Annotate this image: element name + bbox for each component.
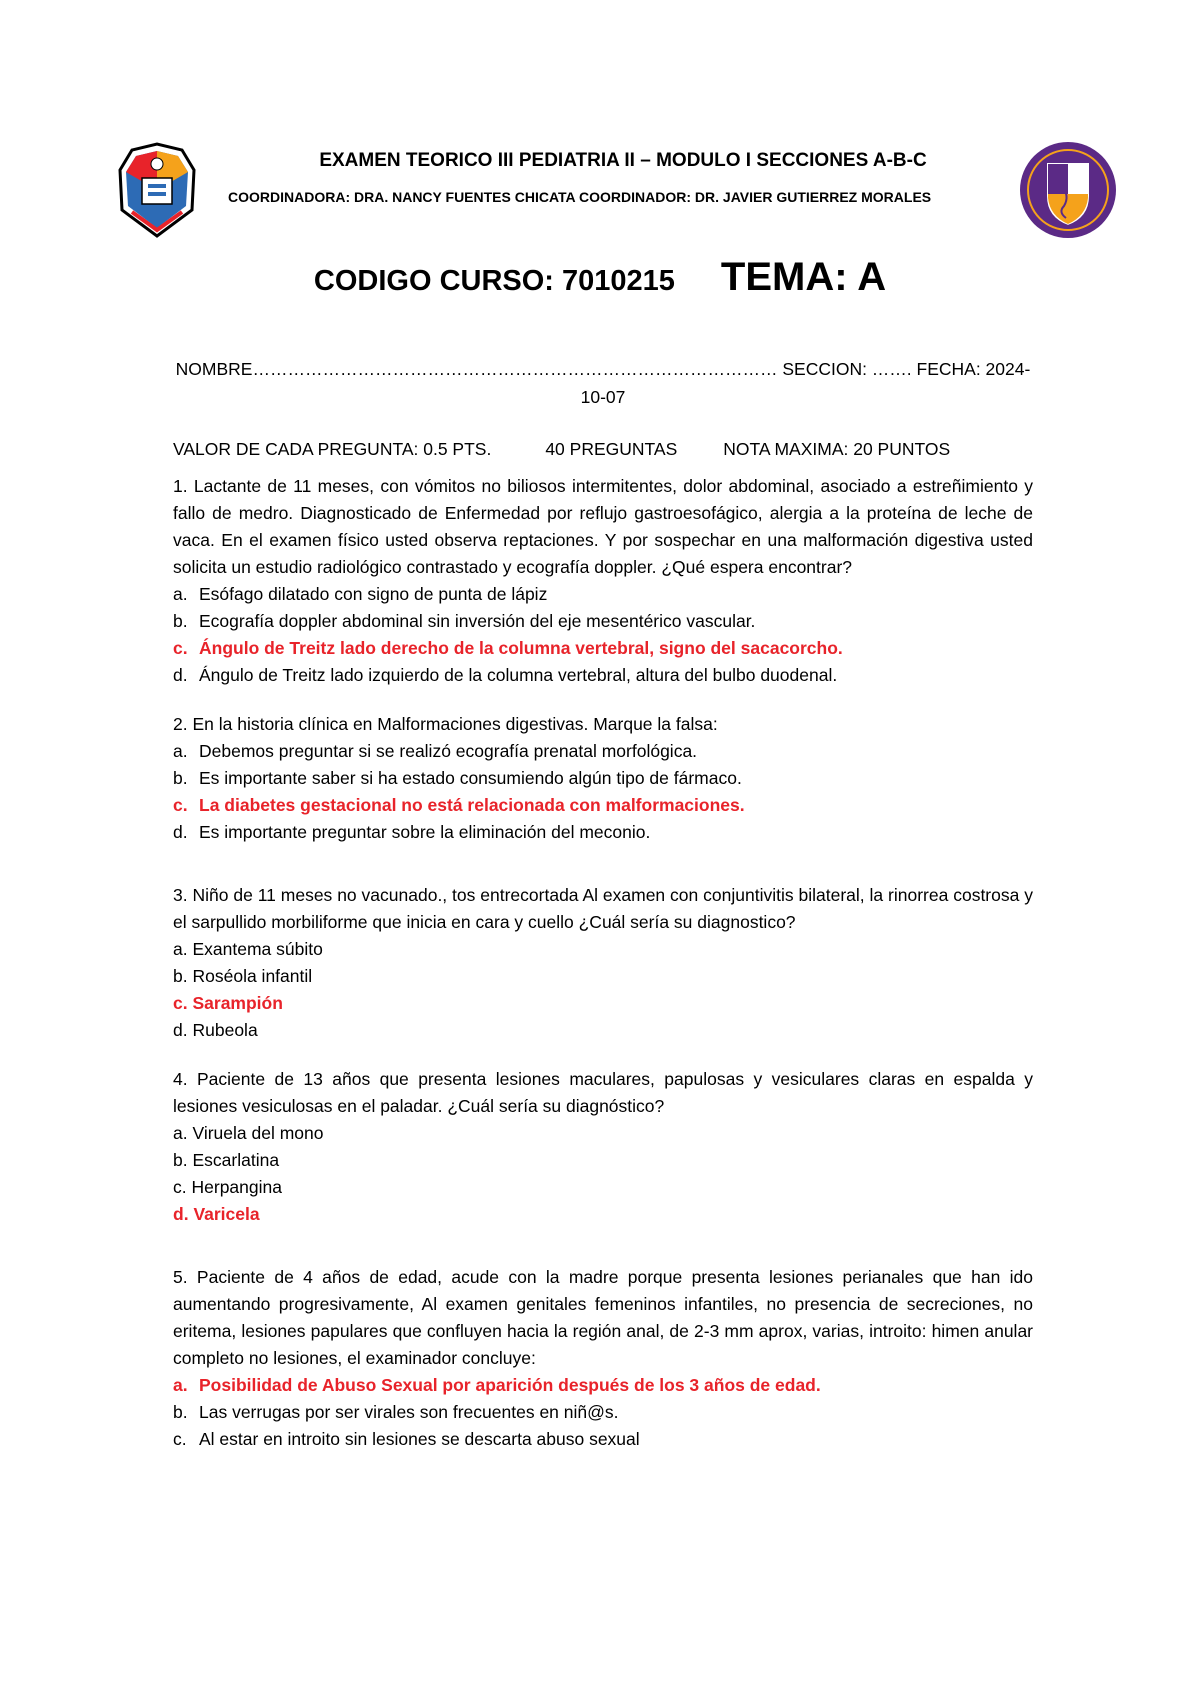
question-stem: 1. Lactante de 11 meses, con vómitos no biliosos intermitentes, dolor abdominal, asociado a estreñimiento y fallo de medro. Diagnosticado de Enfermedad por reflujo gastroesofágico, alergia a la proteína de leche de vaca. En el examen físico usted observa reptaciones. Y por sospechar en una malformación digestiva usted solicita un estudio radiológico contrastado y ecografía doppler. ¿Qué espera encontrar?	[173, 476, 1033, 577]
student-info-line: NOMBRE……………………………………………………………………………… SECCION: ……. FECHA: 2024-10-07	[175, 359, 1031, 407]
question-stem: 5. Paciente de 4 años de edad, acude con la madre porque presenta lesiones perianales que han ido aumentando progresivamente, Al examen genitales femeninos infantiles, no presencia de secreciones, no eritema, lesiones papulares que confluyen hacia la región anal, de 2-3 mm aprox, varias, introito: himen anular completo no lesiones, el examinador concluye:	[173, 1267, 1033, 1368]
question-5	[173, 1264, 1033, 1453]
answer-option: b. Ecografía doppler abdominal sin inversión del eje mesentérico vascular.	[173, 611, 756, 631]
question-2	[173, 711, 1033, 846]
answer-option: b. Las verrugas por ser virales son frecuentes en niñ@s.	[173, 1402, 619, 1422]
answer-option: b. Es importante saber si ha estado consumiendo algún tipo de fármaco.	[173, 768, 742, 788]
max-grade: NOTA MAXIMA: 20 PUNTOS	[723, 439, 951, 459]
course-code: CODIGO CURSO: 7010215	[313, 265, 675, 297]
question-count: 40 PREGUNTAS	[545, 439, 678, 459]
question-4	[173, 1066, 1033, 1228]
exam-title: EXAMEN TEORICO III PEDIATRIA II – MODULO I SECCIONES A-B-C	[319, 150, 927, 171]
exam-header	[228, 146, 1018, 206]
faculty-shield-logo	[1018, 140, 1118, 240]
correct-answer-option: d. Varicela	[173, 1204, 260, 1224]
correct-answer-option: a. Posibilidad de Abuso Sexual por aparición después de los 3 años de edad.	[173, 1375, 821, 1395]
answer-option: a. Esófago dilatado con signo de punta de lápiz	[173, 584, 548, 604]
question-stem: 4. Paciente de 13 años que presenta lesiones maculares, papulosas y vesiculares claras en espalda y lesiones vesiculosas en el paladar. ¿Cuál sería su diagnóstico?	[173, 1069, 1033, 1116]
correct-answer-option: c. La diabetes gestacional no está relacionada con malformaciones.	[173, 795, 745, 815]
answer-option: b. Roséola infantil	[173, 966, 313, 986]
scoring-info	[173, 435, 1033, 463]
answer-option: c. Herpangina	[173, 1177, 282, 1197]
question-3	[173, 882, 1033, 1044]
answer-option: d. Rubeola	[173, 1020, 258, 1040]
answer-option: a. Exantema súbito	[173, 939, 323, 959]
course-code-line	[0, 255, 1200, 300]
question-stem: 3. Niño de 11 meses no vacunado., tos entrecortada Al examen con conjuntivitis bilateral, la rinorrea costrosa y el sarpullido morbiliforme que inicia en cara y cuello ¿Cuál sería su diagnostico?	[173, 885, 1033, 932]
correct-answer-option: c. Sarampión	[173, 993, 283, 1013]
coordinators-line: COORDINADORA: DRA. NANCY FUENTES CHICATA COORDINADOR: DR. JAVIER GUTIERREZ MORALES	[228, 189, 932, 205]
answer-option: b. Escarlatina	[173, 1150, 280, 1170]
question-value: VALOR DE CADA PREGUNTA: 0.5 PTS.	[173, 439, 492, 459]
exam-tema: TEMA: A	[720, 255, 887, 299]
correct-answer-option: c. Ángulo de Treitz lado derecho de la columna vertebral, signo del sacacorcho.	[173, 638, 843, 658]
exam-body	[173, 355, 1033, 1453]
question-1	[173, 473, 1033, 689]
answer-option: a. Viruela del mono	[173, 1123, 324, 1143]
answer-option: d. Es importante preguntar sobre la eliminación del meconio.	[173, 822, 651, 842]
question-stem: 2. En la historia clínica en Malformaciones digestivas. Marque la falsa:	[173, 714, 718, 734]
answer-option: c. Al estar en introito sin lesiones se descarta abuso sexual	[173, 1429, 640, 1449]
answer-option: a. Debemos preguntar si se realizó ecografía prenatal morfológica.	[173, 741, 698, 761]
university-crest-logo	[112, 140, 202, 240]
answer-option: d. Ángulo de Treitz lado izquierdo de la columna vertebral, altura del bulbo duodenal.	[173, 665, 838, 685]
